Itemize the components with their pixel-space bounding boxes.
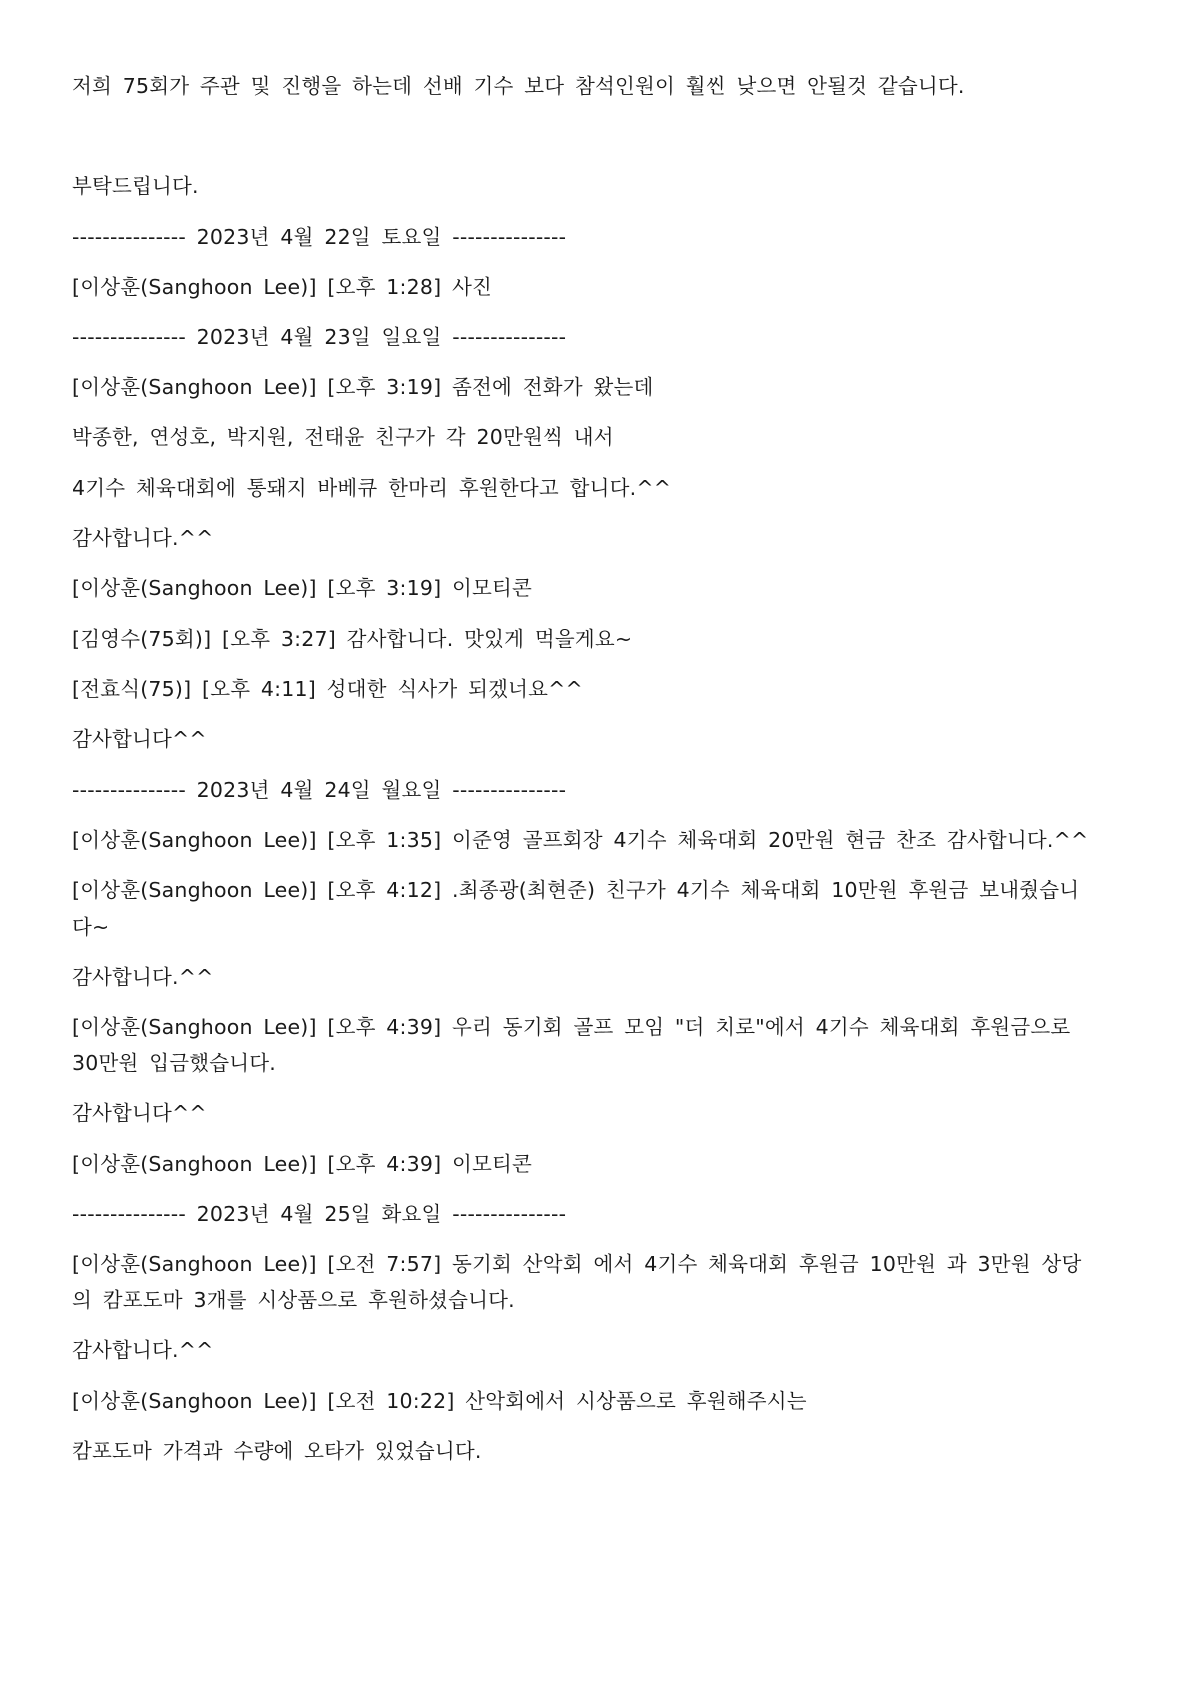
text-line: 박종한, 연성호, 박지원, 전태윤 친구가 각 20만원씩 내서 [72, 425, 614, 449]
date-separator: --------------- 2023년 4월 25일 화요일 --------------- [72, 1202, 567, 1226]
chat-message: [이상훈(Sanghoon Lee)] [오전 10:22] 산악회에서 시상품으로 후원해주시는 [72, 1389, 807, 1413]
text-line: 감사합니다^^ [72, 727, 207, 751]
chat-message: [이상훈(Sanghoon Lee)] [오후 4:39] 이모티콘 [72, 1152, 533, 1176]
text-line: 30만원 입금했습니다. [72, 1051, 276, 1075]
date-separator: --------------- 2023년 4월 23일 일요일 --------------- [72, 325, 567, 349]
chat-message: [이상훈(Sanghoon Lee)] [오후 4:39] 우리 동기회 골프 모임 "더 치로"에서 4기수 체육대회 후원금으로 [72, 1015, 1071, 1039]
text-line: 감사합니다^^ [72, 1101, 207, 1125]
chat-message: [이상훈(Sanghoon Lee)] [오후 1:35] 이준영 골프회장 4기수 체육대회 20만원 현금 찬조 감사합니다.^^ [72, 828, 1089, 852]
text-line: 다~ [72, 915, 110, 939]
chat-message: [이상훈(Sanghoon Lee)] [오후 1:28] 사진 [72, 275, 493, 299]
chat-message: [이상훈(Sanghoon Lee)] [오후 3:19] 이모티콘 [72, 576, 533, 600]
text-line: 부탁드립니다. [72, 174, 199, 198]
text-line: 의 캄포도마 3개를 시상품으로 후원하셨습니다. [72, 1288, 515, 1312]
chat-message: [김영수(75회)] [오후 3:27] 감사합니다. 맛있게 먹을게요~ [72, 627, 633, 651]
date-separator: --------------- 2023년 4월 22일 토요일 --------------- [72, 225, 567, 249]
text-line: 4기수 체육대회에 통돼지 바베큐 한마리 후원한다고 합니다.^^ [72, 476, 672, 500]
text-line: 감사합니다.^^ [72, 526, 214, 550]
text-line: 감사합니다.^^ [72, 1338, 214, 1362]
chat-message: [이상훈(Sanghoon Lee)] [오후 3:19] 좀전에 전화가 왔는데 [72, 375, 654, 399]
date-separator: --------------- 2023년 4월 24일 월요일 --------------- [72, 778, 567, 802]
chat-message: [이상훈(Sanghoon Lee)] [오후 4:12] .최종광(최현준) 친구가 4기수 체육대회 10만원 후원금 보내줬습니 [72, 878, 1080, 902]
chat-message: [이상훈(Sanghoon Lee)] [오전 7:57] 동기회 산악회 에서 4기수 체육대회 후원금 10만원 과 3만원 상당 [72, 1252, 1082, 1276]
text-line: 캄포도마 가격과 수량에 오타가 있었습니다. [72, 1439, 482, 1463]
text-line: 감사합니다.^^ [72, 965, 214, 989]
chat-message: [전효식(75)] [오후 4:11] 성대한 식사가 되겠너요^^ [72, 677, 583, 701]
text-line: 저희 75회가 주관 및 진행을 하는데 선배 기수 보다 참석인원이 훨씬 낮으면 안될것 같습니다. [72, 74, 965, 98]
